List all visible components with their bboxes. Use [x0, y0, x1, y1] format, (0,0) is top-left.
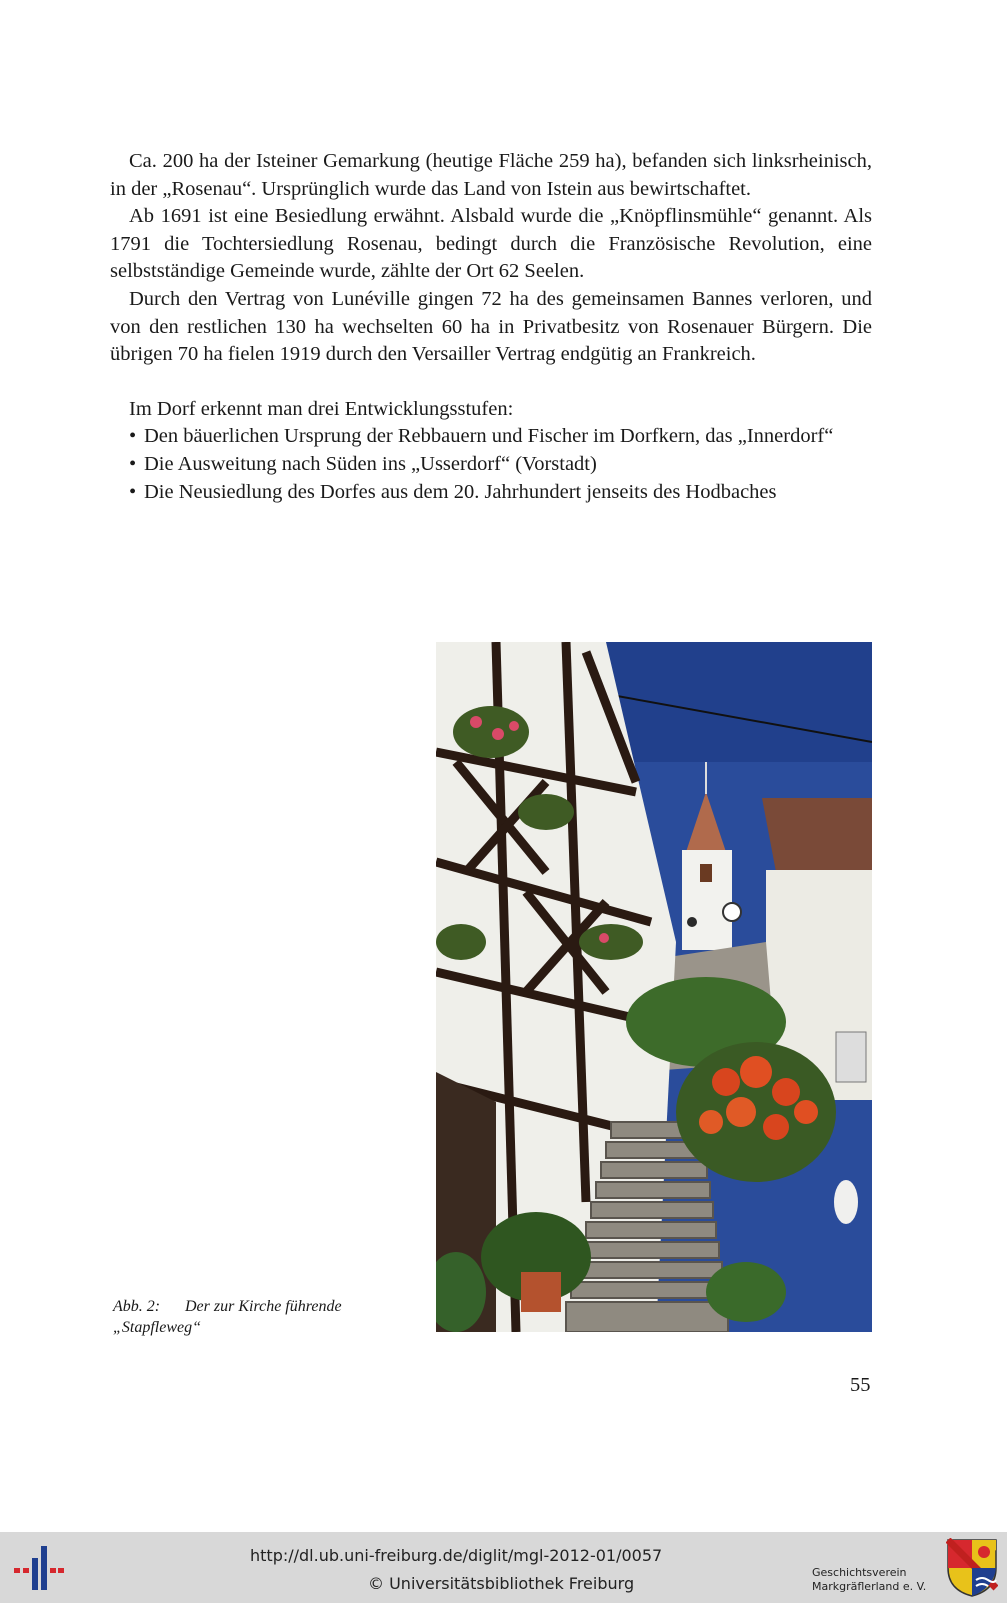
copyright-text: © Universitätsbibliothek Freiburg: [368, 1574, 635, 1593]
society-name: [812, 1566, 926, 1594]
list-intro: Im Dorf erkennt man drei Entwicklungsstufen:: [129, 397, 514, 420]
list-item-text: Den bäuerlichen Ursprung der Rebbauern und Fischer im Dorfkern, das „Innerdorf“: [144, 425, 834, 448]
society-name-line: Markgräflerland e. V.: [812, 1580, 927, 1593]
source-url-link[interactable]: http://dl.ub.uni-freiburg.de/diglit/mgl-2012-01/0057: [250, 1546, 663, 1565]
paragraph-2: Ab 1691 ist eine Besiedlung erwähnt. Alsbald wurde die „Knöpflinsmühle“ genannt. Als 1791 die Tochtersiedlung Rosenau, bedingt durch die Französische Revolution, eine selbstständige Gemeinde wurde, zählte der Ort 62 Seelen.: [110, 205, 872, 283]
list-item: [110, 479, 872, 507]
development-stages-list: [110, 423, 872, 506]
list-item: [110, 423, 872, 451]
body-text: [110, 148, 872, 506]
paragraph-1: Ca. 200 ha der Isteiner Gemarkung (heutige Fläche 259 ha), befanden sich linksrheinisch, in der „Rosenau“. Ursprünglich wurde das Land von Istein aus bewirtschaftet.: [110, 150, 872, 200]
list-item-text: Die Neusiedlung des Dorfes aus dem 20. Jahrhundert jenseits des Hodbaches: [144, 480, 777, 503]
page-number: 55: [850, 1374, 871, 1396]
list-item: [110, 451, 872, 479]
library-footer: [0, 1532, 1007, 1603]
figure-caption: [113, 1296, 403, 1338]
bullet-icon: •: [129, 452, 137, 475]
ub-freiburg-logo-icon[interactable]: [14, 1546, 64, 1590]
list-item-text: Die Ausweitung nach Süden ins „Usserdorf“ (Vorstadt): [144, 452, 597, 475]
caption-number: Abb. 2:: [113, 1298, 161, 1315]
bullet-icon: •: [129, 480, 137, 503]
coat-of-arms-icon: [946, 1538, 998, 1598]
stapfleweg-photo: [436, 642, 872, 1332]
paragraph-3: Durch den Vertrag von Lunéville gingen 72 ha des gemeinsamen Bannes verloren, und von den restlichen 130 ha wechselten 60 ha in Privatbesitz von Rosenauer Bürgern. Die übrigen 70 ha fielen 1919 durch den Versailler Vertrag endgütig an Frankreich.: [110, 287, 872, 366]
bullet-icon: •: [129, 425, 137, 448]
caption-text: Der zur Kirche führende „Stapfleweg“: [113, 1298, 342, 1336]
society-name-line: Geschichtsverein: [812, 1566, 907, 1579]
